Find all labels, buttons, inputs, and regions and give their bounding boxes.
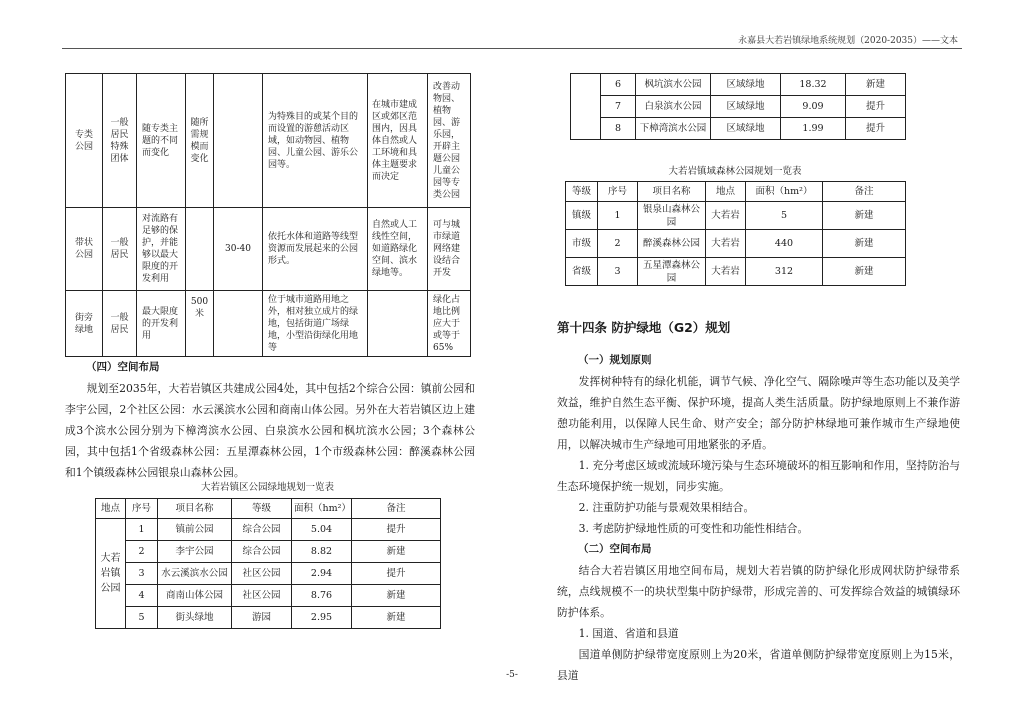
service-radius-cell	[186, 208, 214, 291]
table-cell: 镇级	[566, 202, 598, 230]
header-rule	[62, 48, 962, 49]
table-cell: 3	[126, 563, 158, 585]
table-header-row	[96, 499, 441, 519]
table-cell: 新建	[823, 230, 906, 258]
table-header-cell: 项目名称	[638, 182, 706, 202]
article-heading: 第十四条 防护绿地（G2）规划	[557, 320, 731, 335]
table-cell: 新建	[352, 541, 441, 563]
table-cell: 7	[601, 96, 636, 118]
table-cell: 2	[598, 230, 638, 258]
park-plan-table	[95, 498, 441, 629]
table-cell: 2.95	[292, 607, 352, 629]
table-cell: 醉溪森林公园	[638, 230, 706, 258]
table-cell: 大若岩	[706, 258, 746, 286]
service-target-cell: 一般居民	[103, 208, 137, 291]
table-cell: 社区公园	[232, 563, 292, 585]
table-cell: 18.32	[781, 74, 846, 96]
location-cell: 大若岩镇公园	[96, 519, 126, 629]
table-row	[66, 74, 471, 208]
table-cell: 游园	[232, 607, 292, 629]
principle-item: 3. 考虑防护绿地性质的可变性和功能性相结合。	[578, 522, 809, 535]
table-cell: 枫坑滨水公园	[636, 74, 711, 96]
table-header-cell: 序号	[598, 182, 638, 202]
layout-heading: （二）空间布局	[578, 543, 652, 555]
area-cell	[214, 291, 263, 357]
table-cell: 综合公园	[232, 519, 292, 541]
table-cell: 提升	[352, 563, 441, 585]
table-cell: 8.76	[292, 585, 352, 607]
table-row	[566, 258, 906, 286]
table-row	[571, 74, 906, 96]
section-heading: （四）空间布局	[86, 361, 160, 373]
table-cell: 8	[601, 118, 636, 140]
table-cell: 综合公园	[232, 541, 292, 563]
table-row	[66, 208, 471, 291]
planning-point-cell: 最大限度的开发利用	[137, 291, 186, 357]
table-cell: 2.94	[292, 563, 352, 585]
table-header-row	[566, 182, 906, 202]
table-row	[566, 202, 906, 230]
service-target-cell: 一般居民特殊团体	[103, 74, 137, 208]
table-row	[96, 585, 441, 607]
table-header-cell: 面积（hm²）	[746, 182, 823, 202]
table-cell: 新建	[352, 607, 441, 629]
planning-point-cell: 随专类主题的不同而变化	[137, 74, 186, 208]
table-cell: 省级	[566, 258, 598, 286]
table-header-cell: 备注	[352, 499, 441, 519]
layout-description-paragraph: 规划至2035年，大若岩镇区共建成公园4处，其中包括2个综合公园：镇前公园和李宇公园，2个社区公园：水云溪滨水公园和商南山体公园。另外在大若岩镇区边上建成3个滨水公园分别为下樟湾滨水公园、白泉滨水公园和枫坑滨水公园；3个森林公园，其中包括1个省级森林公园：五星潭森林公园，1个市级森林公园：醉溪森林公园和1个镇级森林公园银泉山森林公园。	[65, 382, 475, 479]
table-cell: 提升	[846, 96, 906, 118]
table-cell: 白泉滨水公园	[636, 96, 711, 118]
table-cell: 8.82	[292, 541, 352, 563]
park-plan-table-continued	[570, 73, 906, 140]
planning-point-cell: 对流路有足够的保护，并能够以最大限度的开发利用	[137, 208, 186, 291]
table-cell: 大若岩	[706, 202, 746, 230]
table-cell: 市级	[566, 230, 598, 258]
table-row	[571, 118, 906, 140]
principles-heading: （一）规划原则	[578, 354, 652, 366]
area-cell	[214, 74, 263, 208]
description-cell: 位于城市道路用地之外，相对独立成片的绿地，包括街道广场绿地，小型沿街绿化用地等	[263, 291, 368, 357]
table-cell: 新建	[823, 202, 906, 230]
table-cell: 2	[126, 541, 158, 563]
table-header-cell: 等级	[566, 182, 598, 202]
table-cell: 440	[746, 230, 823, 258]
forest-park-table	[565, 181, 906, 286]
table-cell: 社区公园	[232, 585, 292, 607]
table-cell: 街头绿地	[158, 607, 232, 629]
table-cell: 区域绿地	[711, 96, 781, 118]
table-cell: 下樟湾滨水公园	[636, 118, 711, 140]
siting-cell: 在城市建成区或郊区范围内，因具体自然或人工环境和具体主题要求而决定	[368, 74, 428, 208]
table-cell: 商南山体公园	[158, 585, 232, 607]
table-cell: 5.04	[292, 519, 352, 541]
principle-item: 2. 注重防护功能与景观效果相结合。	[578, 501, 755, 514]
table-cell: 区域绿地	[711, 74, 781, 96]
table-cell: 五星潭森林公园	[638, 258, 706, 286]
location-cell	[571, 74, 601, 140]
table-cell: 新建	[823, 258, 906, 286]
park-table-title: 大若岩镇区公园绿地规划一览表	[200, 482, 334, 493]
table-cell: 银泉山森林公园	[638, 202, 706, 230]
description-cell: 依托水体和道路等线型资源而发展起来的公园形式。	[263, 208, 368, 291]
table-row	[96, 519, 441, 541]
construction-note-cell: 可与城市绿道网络建设结合开发	[428, 208, 471, 291]
table-cell: 1	[598, 202, 638, 230]
table-row	[66, 291, 471, 357]
service-radius-cell: 随所需规模而变化	[186, 74, 214, 208]
principles-paragraph: 发挥树种特有的绿化机能，调节气候、净化空气、隔除噪声等生态功能以及美学效益，维护自然生态平衡、保护环境，提高人类生活质量。防护绿地原则上不兼作游憩功能利用，以保障人民生命、财产安全；部分防护林绿地可兼作城市生产绿地使用，以解决城市生产绿地可用地紧张的矛盾。	[557, 375, 960, 451]
table-header-cell: 序号	[126, 499, 158, 519]
area-cell: 30-40	[214, 208, 263, 291]
table-row	[566, 230, 906, 258]
table-row	[96, 563, 441, 585]
right-text-column	[557, 350, 960, 686]
principle-item: 1. 充分考虑区域或流域环境污染与生态环境破坏的相互影响和作用，坚持防治与生态环境保护统一规划，同步实施。	[557, 459, 960, 493]
forest-table-title: 大若岩镇域森林公园规划一览表	[668, 166, 802, 177]
table-cell: 6	[601, 74, 636, 96]
table-header-cell: 地点	[96, 499, 126, 519]
table-cell: 大若岩	[706, 230, 746, 258]
table-row	[96, 607, 441, 629]
table-row	[571, 96, 906, 118]
left-text-column	[65, 357, 475, 483]
park-category-cell: 街旁绿地	[66, 291, 103, 357]
siting-cell	[368, 291, 428, 357]
layout-paragraph: 结合大若岩镇区用地空间布局，规划大若岩镇的防护绿化形成网状防护绿带系统，点线规模不一的块状型集中防护绿带，形成完善的、可发挥综合效益的城镇绿环防护体系。	[557, 564, 960, 619]
table-header-cell: 备注	[823, 182, 906, 202]
road-subheading: 1. 国道、省道和县道	[578, 627, 679, 640]
description-cell: 为特殊目的或某个目的而设置的游憩活动区域，如动物园、植物园、儿童公园、游乐公园等。	[263, 74, 368, 208]
table-cell: 4	[126, 585, 158, 607]
table-cell: 水云溪滨水公园	[158, 563, 232, 585]
table-cell: 1.99	[781, 118, 846, 140]
service-target-cell: 一般居民	[103, 291, 137, 357]
table-header-cell: 面积（hm²）	[292, 499, 352, 519]
header-title: 永嘉县大若岩镇绿地系统规划（2020-2035）——文本	[738, 36, 958, 46]
table-cell: 312	[746, 258, 823, 286]
siting-cell: 自然或人工线性空间，如道路绿化空间、滨水绿地等。	[368, 208, 428, 291]
table-header-cell: 项目名称	[158, 499, 232, 519]
table-header-cell: 地点	[706, 182, 746, 202]
park-category-cell: 带状公园	[66, 208, 103, 291]
page-number: -5-	[506, 670, 518, 680]
table-cell: 新建	[352, 585, 441, 607]
table-cell: 提升	[352, 519, 441, 541]
table-cell: 5	[746, 202, 823, 230]
table-cell: 镇前公园	[158, 519, 232, 541]
table-header-cell: 等级	[232, 499, 292, 519]
table-cell: 提升	[846, 118, 906, 140]
table-cell: 1	[126, 519, 158, 541]
service-radius-cell: 500米	[186, 291, 214, 357]
road-paragraph: 国道单侧防护绿带宽度原则上为20米，省道单侧防护绿带宽度原则上为15米，县道	[557, 648, 960, 682]
table-cell: 区域绿地	[711, 118, 781, 140]
construction-note-cell: 改善动物园、植物园、游乐园，开辟主题公园儿童公园等专类公园	[428, 74, 471, 208]
table-cell: 9.09	[781, 96, 846, 118]
construction-note-cell: 绿化占地比例应大于或等于65%	[428, 291, 471, 357]
table-row	[96, 541, 441, 563]
park-category-cell: 专类公园	[66, 74, 103, 208]
table-cell: 新建	[846, 74, 906, 96]
table-cell: 李宇公园	[158, 541, 232, 563]
park-type-table	[65, 73, 471, 357]
table-cell: 5	[126, 607, 158, 629]
table-cell: 3	[598, 258, 638, 286]
